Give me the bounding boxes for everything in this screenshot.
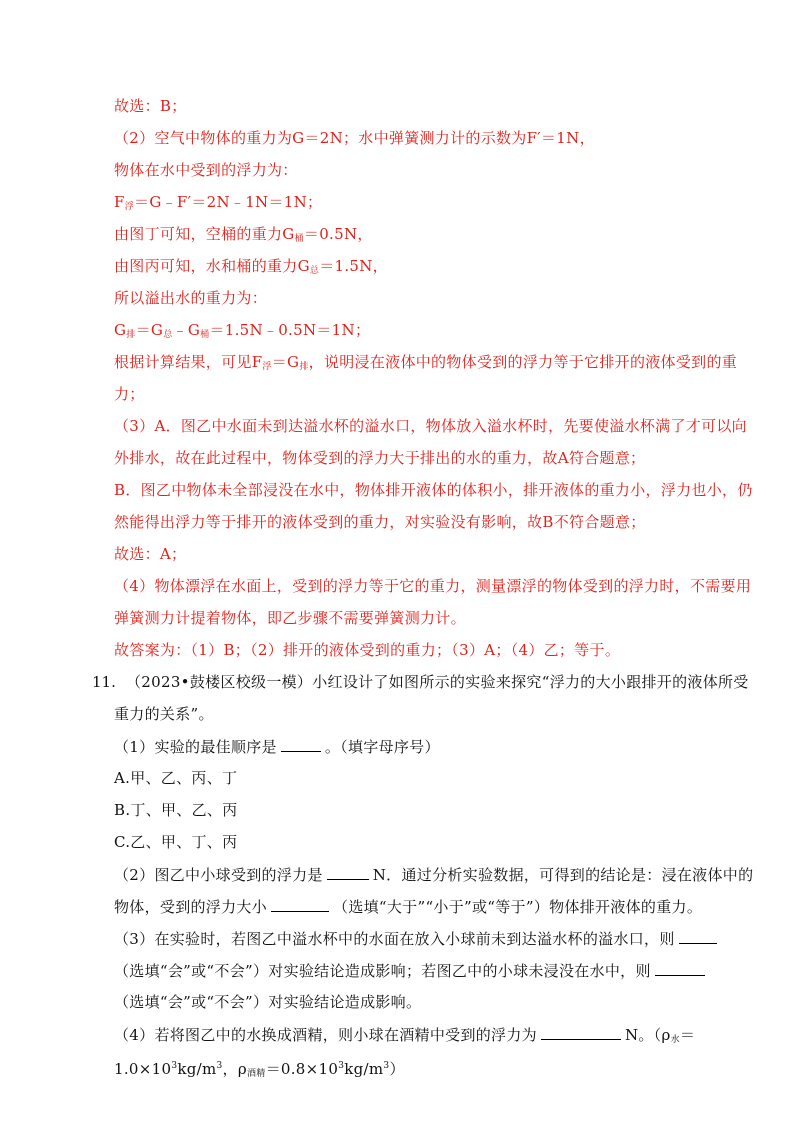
text: ﹣G <box>172 321 201 339</box>
text: ＝1.5N， <box>319 257 388 275</box>
text: F <box>114 193 125 211</box>
text: （选填“大于”“小于”或“等于”）物体排开液体的重力。 <box>333 898 703 916</box>
answer-line: 力； <box>114 385 145 403</box>
text: ＝0.5N， <box>303 225 373 243</box>
answer-line: （3）A．图乙中水面未到达溢水杯的溢水口，物体放入溢水杯时，先要使溢水杯满了才可以向 <box>114 417 747 435</box>
subscript: 桶 <box>294 234 304 244</box>
text: （选填“会”或“不会”）对实验结论造成影响；若图乙中的小球未浸没在水中，则 <box>114 962 651 980</box>
text: ，ρ <box>222 1060 247 1078</box>
question-part-2 <box>114 864 753 885</box>
option-b: B.丁、甲、乙、丙 <box>114 801 238 819</box>
superscript: 3 <box>383 1061 390 1071</box>
answer-line <box>114 352 737 377</box>
text: kg/m <box>344 1060 384 1078</box>
text: ＝ <box>679 1026 696 1044</box>
subscript: 总 <box>309 266 320 276</box>
answer-line <box>114 224 373 249</box>
answer-line <box>114 192 322 217</box>
text: ，说明浸在液体中的物体受到的浮力等于它排开的液体受到的重 <box>308 353 738 371</box>
subscript: 水 <box>670 1035 680 1045</box>
question-part-4-cont <box>114 1056 405 1084</box>
answer-blank[interactable] <box>655 960 705 976</box>
question-part-3 <box>114 928 721 949</box>
answer-line: 外排水，故在此过程中，物体受到的浮力大于排出的水的重力，故A符合题意； <box>114 449 646 467</box>
subscript: 排 <box>299 362 309 372</box>
subscript: 浮 <box>124 202 135 212</box>
answer-line: 故选：B； <box>114 97 187 115</box>
text: ＝1.5N﹣0.5N＝1N； <box>209 321 371 339</box>
question-part-3-cont: （选填“会”或“不会”）对实验结论造成影响。 <box>114 993 422 1011</box>
question-number: 11. <box>92 673 116 691</box>
text: 1.0×10 <box>114 1060 172 1078</box>
text: 由图丙可知，水和桶的重力G <box>114 257 310 275</box>
answer-line: （4）物体漂浮在水面上，受到的浮力等于它的重力，测量漂浮的物体受到的浮力时，不需要用 <box>114 577 752 595</box>
answer-line: 然能得出浮力等于排开的液体受到的重力，对实验没有影响，故B不符合题意； <box>114 513 646 531</box>
text: （2）图乙中小球受到的浮力是 <box>114 866 323 884</box>
text: N。（ρ <box>624 1026 671 1044</box>
answer-blank[interactable] <box>679 928 717 944</box>
text: kg/m <box>177 1060 217 1078</box>
question-stem: （2023•鼓楼区校级一模）小红设计了如图所示的实验来探究“浮力的大小跟排开的液体所受 <box>126 673 749 691</box>
answer-line: 故选：A； <box>114 545 187 563</box>
subscript: 排 <box>126 330 136 340</box>
option-c: C.乙、甲、丁、丙 <box>114 833 238 851</box>
text: （3）在实验时，若图乙中溢水杯中的水面在放入小球前未到达溢水杯的溢水口，则 <box>114 930 675 948</box>
answer-line: 弹簧测力计提着物体，即乙步骤不需要弹簧测力计。 <box>114 609 466 627</box>
subscript: 浮 <box>262 362 272 372</box>
question-part-1 <box>114 736 440 757</box>
text: ＝G <box>135 321 164 339</box>
text: ＝0.8×10 <box>265 1060 339 1078</box>
subscript: 桶 <box>200 330 210 340</box>
answer-blank[interactable] <box>271 896 329 912</box>
text: 。（填字母序号） <box>324 738 440 756</box>
answer-line <box>114 256 388 281</box>
answer-blank[interactable] <box>281 736 321 752</box>
superscript: 3 <box>171 1061 178 1071</box>
text: ＝G﹣F′＝2N﹣1N＝1N； <box>134 193 323 211</box>
subscript: 酒精 <box>246 1069 266 1079</box>
question-stem: 重力的关系”。 <box>114 705 214 723</box>
question-part-3-cont <box>114 960 709 981</box>
question-part-4 <box>114 1024 695 1050</box>
subscript: 总 <box>163 330 173 340</box>
answer-blank[interactable] <box>327 864 369 880</box>
text: G <box>114 321 127 339</box>
answer-line: 物体在水中受到的浮力为： <box>114 161 298 179</box>
text: （4）若将图乙中的水换成酒精，则小球在酒精中受到的浮力为 <box>114 1026 537 1044</box>
superscript: 3 <box>338 1061 345 1071</box>
answer-line: （2）空气中物体的重力为G＝2N；水中弹簧测力计的示数为F′＝1N， <box>114 129 595 147</box>
text: ） <box>389 1060 405 1078</box>
option-a: A.甲、乙、丙、丁 <box>114 769 238 787</box>
answer-blank[interactable] <box>541 1024 621 1040</box>
superscript: 3 <box>216 1061 223 1071</box>
question-part-2-cont <box>114 896 702 917</box>
text: （1）实验的最佳顺序是 <box>114 738 277 756</box>
text: 物体，受到的浮力大小 <box>114 898 268 916</box>
text: N．通过分析实验数据，可得到的结论是：浸在液体中的 <box>372 866 754 884</box>
answer-line: 所以溢出水的重力为： <box>114 289 268 307</box>
answer-line: B．图乙中物体未全部浸没在水中，物体排开液体的体积小，排开液体的重力小，浮力也小，仍 <box>114 481 753 499</box>
text: ＝G <box>271 353 300 371</box>
answer-line <box>114 320 370 345</box>
text: 由图丁可知，空桶的重力G <box>114 225 295 243</box>
answer-line: 故答案为：（1）B；（2）排开的液体受到的重力；（3）A；（4）乙；等于。 <box>114 641 621 659</box>
text: 根据计算结果，可见F <box>114 353 263 371</box>
